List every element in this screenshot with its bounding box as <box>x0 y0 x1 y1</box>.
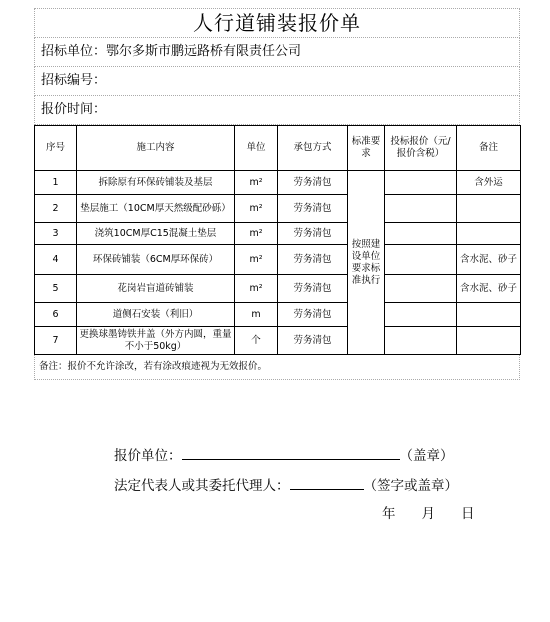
cell-remark <box>457 223 521 245</box>
date-day: 日 <box>461 506 475 522</box>
quoter-label: 报价单位： <box>114 448 182 464</box>
cell-contract: 劳务清包 <box>278 223 348 245</box>
date-line <box>382 502 475 522</box>
cell-unit: m² <box>235 275 278 303</box>
cell-no: 5 <box>35 275 77 303</box>
cell-content: 花岗岩盲道砖铺装 <box>77 275 235 303</box>
table-row <box>35 303 521 327</box>
quote-time-label: 报价时间： <box>41 102 107 117</box>
cell-price[interactable] <box>385 223 457 245</box>
header-price: 投标报价（元/报价含税） <box>385 126 457 171</box>
cell-no: 4 <box>35 245 77 275</box>
bid-number-row <box>34 67 520 96</box>
cell-content: 拆除原有环保砖铺装及基层 <box>77 171 235 195</box>
cell-remark <box>457 195 521 223</box>
cell-price[interactable] <box>385 275 457 303</box>
cell-contract: 劳务清包 <box>278 275 348 303</box>
quotation-sheet <box>34 8 520 380</box>
cell-content: 更换球墨铸铁井盖（外方内圆，重量不小于50kg） <box>77 327 235 355</box>
table-row <box>35 223 521 245</box>
header-contract: 承包方式 <box>278 126 348 171</box>
quote-time-row <box>34 96 520 125</box>
cell-unit: m² <box>235 171 278 195</box>
date-month: 月 <box>421 506 435 522</box>
cell-unit: m <box>235 303 278 327</box>
cell-contract: 劳务清包 <box>278 327 348 355</box>
cell-remark: 含水泥、砂子 <box>457 245 521 275</box>
page-title: 人行道铺装报价单 <box>34 8 520 38</box>
cell-unit: m² <box>235 245 278 275</box>
quoter-blank[interactable] <box>182 445 400 460</box>
cell-remark <box>457 303 521 327</box>
header-content: 施工内容 <box>77 126 235 171</box>
cell-contract: 劳务清包 <box>278 245 348 275</box>
cell-content: 浇筑10CM厚C15混凝土垫层 <box>77 223 235 245</box>
standard-requirement-cell: 按照建设单位要求标准执行 <box>348 171 385 355</box>
quoter-suffix: （盖章） <box>399 448 454 464</box>
representative-signature-line <box>114 474 458 494</box>
bidding-company-label: 招标单位： <box>41 44 107 59</box>
cell-remark <box>457 327 521 355</box>
cell-no: 7 <box>35 327 77 355</box>
header-no: 序号 <box>35 126 77 171</box>
table-row <box>35 195 521 223</box>
cell-no: 6 <box>35 303 77 327</box>
cell-price[interactable] <box>385 195 457 223</box>
cell-no: 2 <box>35 195 77 223</box>
cell-content: 环保砖铺装（6CM厚环保砖） <box>77 245 235 275</box>
representative-blank[interactable] <box>290 475 364 490</box>
table-row <box>35 245 521 275</box>
table-note: 备注：报价不允许涂改，若有涂改痕迹视为无效报价。 <box>34 355 520 380</box>
cell-unit: m² <box>235 223 278 245</box>
cell-no: 3 <box>35 223 77 245</box>
cell-remark: 含外运 <box>457 171 521 195</box>
representative-label: 法定代表人或其委托代理人： <box>114 478 290 494</box>
header-remark: 备注 <box>457 126 521 171</box>
cell-contract: 劳务清包 <box>278 303 348 327</box>
date-year: 年 <box>382 506 396 522</box>
table-header-row <box>35 126 521 171</box>
quoter-signature-line <box>114 444 454 464</box>
cell-contract: 劳务清包 <box>278 195 348 223</box>
table-row <box>35 171 521 195</box>
table-row <box>35 275 521 303</box>
quote-table <box>34 125 521 355</box>
cell-remark: 含水泥、砂子 <box>457 275 521 303</box>
cell-price[interactable] <box>385 245 457 275</box>
bidding-company-value: 鄂尔多斯市鹏远路桥有限责任公司 <box>106 44 302 59</box>
cell-price[interactable] <box>385 171 457 195</box>
bid-number-label: 招标编号： <box>41 73 107 88</box>
cell-content: 垫层施工（10CM厚天然级配砂砾） <box>77 195 235 223</box>
cell-no: 1 <box>35 171 77 195</box>
cell-content: 道侧石安装（利旧） <box>77 303 235 327</box>
cell-contract: 劳务清包 <box>278 171 348 195</box>
cell-unit: m² <box>235 195 278 223</box>
header-unit: 单位 <box>235 126 278 171</box>
cell-unit: 个 <box>235 327 278 355</box>
header-standard: 标准要求 <box>348 126 385 171</box>
cell-price[interactable] <box>385 303 457 327</box>
table-row <box>35 327 521 355</box>
representative-suffix: （签字或盖章） <box>363 478 458 494</box>
bidding-company-row <box>34 38 520 67</box>
cell-price[interactable] <box>385 327 457 355</box>
